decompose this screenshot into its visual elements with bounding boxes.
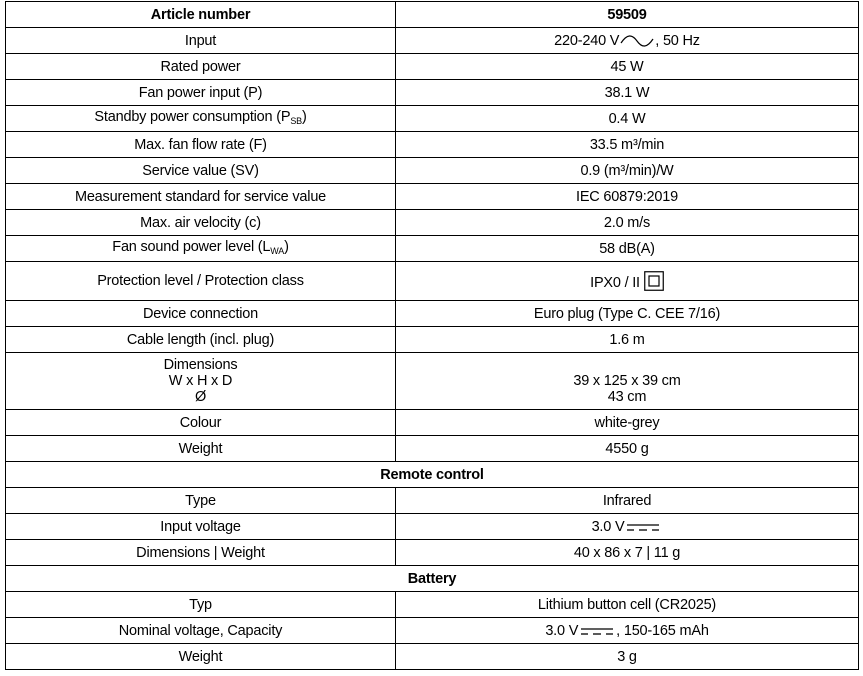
row-value: 45 W — [396, 54, 859, 80]
value-text: , 150-165 mAh — [616, 622, 709, 639]
label-text: Standby power consumption (P — [94, 108, 291, 125]
dc-current-icon — [580, 626, 614, 636]
row-label: Nominal voltage, Capacity — [6, 618, 396, 644]
label-text: Fan sound power level (L — [112, 238, 271, 255]
row-label: Input — [6, 28, 396, 54]
table-row — [6, 488, 859, 514]
row-value: 2.0 m/s — [396, 210, 859, 236]
spec-table — [5, 1, 859, 670]
row-label: Service value (SV) — [6, 158, 396, 184]
row-value: Infrared — [396, 488, 859, 514]
row-value: 0.9 (m³/min)/W — [396, 158, 859, 184]
header-value: 59509 — [396, 2, 859, 28]
table-row — [6, 106, 859, 132]
table-row — [6, 436, 859, 462]
label-text: ) — [301, 108, 307, 125]
table-row — [6, 327, 859, 353]
row-label — [6, 236, 396, 262]
table-row — [6, 410, 859, 436]
value-line: 43 cm — [607, 389, 647, 405]
section-title: Battery — [6, 566, 859, 592]
row-label: Input voltage — [6, 514, 396, 540]
row-label: Max. air velocity (c) — [6, 210, 396, 236]
label-text: ) — [284, 238, 289, 255]
row-value: white-grey — [396, 410, 859, 436]
row-label — [6, 106, 396, 132]
row-label: Measurement standard for service value — [6, 184, 396, 210]
row-value — [396, 618, 859, 644]
row-value: 58 dB(A) — [396, 236, 859, 262]
row-label: Cable length (incl. plug) — [6, 327, 396, 353]
table-row — [6, 54, 859, 80]
table-row — [6, 2, 859, 28]
value-text: IPX0 / II — [590, 275, 640, 291]
table-row — [6, 262, 859, 301]
value-line: 39 x 125 x 39 cm — [573, 373, 681, 389]
row-value — [396, 28, 859, 54]
label-line: W x H x D — [168, 373, 233, 389]
row-label: Protection level / Protection class — [6, 262, 396, 301]
label-line: Dimensions — [163, 357, 238, 373]
value-text: 220-240 V — [554, 32, 620, 49]
header-label: Article number — [6, 2, 396, 28]
table-row — [6, 210, 859, 236]
row-value — [396, 514, 859, 540]
ac-current-icon — [620, 35, 654, 47]
row-value: 40 x 86 x 7 | 11 g — [396, 540, 859, 566]
table-row — [6, 80, 859, 106]
row-label: Device connection — [6, 301, 396, 327]
row-label: Fan power input (P) — [6, 80, 396, 106]
table-row — [6, 592, 859, 618]
value-text: 3.0 V — [591, 518, 625, 535]
table-row — [6, 301, 859, 327]
section-title: Remote control — [6, 462, 859, 488]
row-label: Max. fan flow rate (F) — [6, 132, 396, 158]
row-value: 1.6 m — [396, 327, 859, 353]
table-row — [6, 158, 859, 184]
dc-current-icon — [626, 522, 660, 532]
table-row — [6, 28, 859, 54]
table-row — [6, 514, 859, 540]
value-text: , 50 Hz — [655, 32, 700, 49]
row-label: Type — [6, 488, 396, 514]
table-row — [6, 540, 859, 566]
table-row — [6, 236, 859, 262]
row-label: Rated power — [6, 54, 396, 80]
label-subscript: SB — [290, 115, 302, 126]
row-label: Typ — [6, 592, 396, 618]
row-value: 33.5 m³/min — [396, 132, 859, 158]
row-value: Lithium button cell (CR2025) — [396, 592, 859, 618]
row-value — [396, 262, 859, 301]
row-label: Weight — [6, 644, 396, 670]
row-value: Euro plug (Type C. CEE 7/16) — [396, 301, 859, 327]
section-row — [6, 462, 859, 488]
row-label: Weight — [6, 436, 396, 462]
value-text: 3.0 V — [545, 622, 579, 639]
table-row — [6, 184, 859, 210]
row-label: Dimensions | Weight — [6, 540, 396, 566]
protection-class-ii-icon — [644, 271, 664, 291]
row-value: 3 g — [396, 644, 859, 670]
label-line: Ø — [194, 389, 207, 405]
row-value: 38.1 W — [396, 80, 859, 106]
table-row — [6, 132, 859, 158]
row-value: IEC 60879:2019 — [396, 184, 859, 210]
table-row — [6, 353, 859, 410]
row-value: 4550 g — [396, 436, 859, 462]
row-label — [6, 353, 396, 410]
label-subscript: WA — [270, 245, 285, 256]
row-label: Colour — [6, 410, 396, 436]
row-value — [396, 353, 859, 410]
section-row — [6, 566, 859, 592]
table-row — [6, 644, 859, 670]
table-row — [6, 618, 859, 644]
row-value: 0.4 W — [396, 106, 859, 132]
